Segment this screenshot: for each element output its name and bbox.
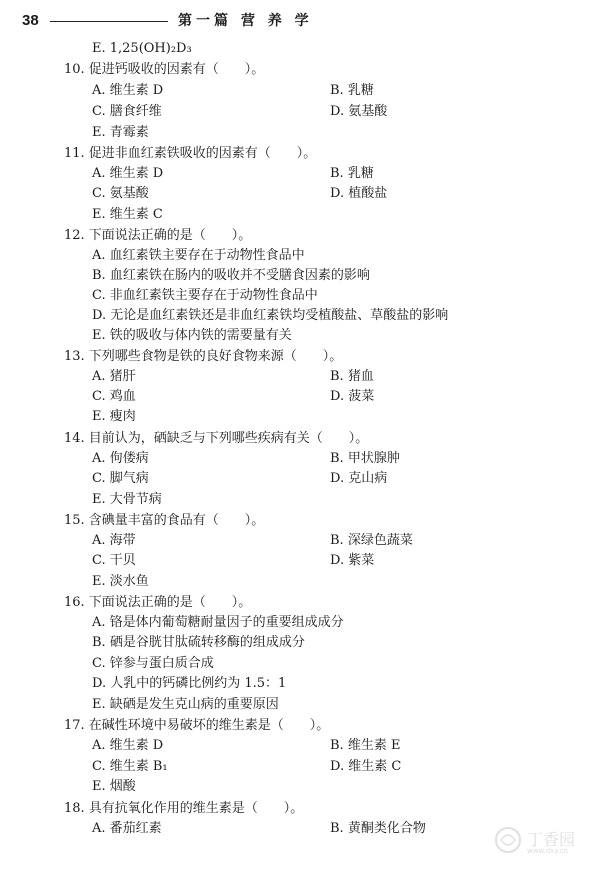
option: E. 大骨节病 [92,492,162,507]
page-header [22,10,582,32]
option: C. 膳食纤维 [92,104,162,119]
option: E. 维生素 C [92,207,163,222]
preface-option: E. 1,25(OH)₂D₃ [92,41,192,56]
question-stem: 11. 促进非血红素铁吸收的因素有（ ）。 [64,146,317,161]
option: A. 番茄红素 [92,821,162,836]
question-stem: 17. 在碱性环境中易破坏的维生素是（ ）。 [64,718,330,733]
chapter-title: 第一篇 营 养 学 [178,13,313,29]
option: B. 血红素铁在肠内的吸收并不受膳食因素的影响 [92,268,370,283]
option: A. 维生素 D [92,166,164,181]
option: D. 无论是血红素铁还是非血红素铁均受植酸盐、草酸盐的影响 [92,308,449,323]
question-stem: 12. 下面说法正确的是（ ）。 [64,228,252,243]
option: E. 烟酸 [92,779,136,794]
question-stem: 18. 具有抗氧化作用的维生素是（ ）。 [64,801,304,816]
watermark [493,821,583,861]
question-stem: 14. 目前认为，硒缺乏与下列哪些疾病有关（ ）。 [64,431,369,446]
option: D. 人乳中的钙磷比例约为 1.5：1 [92,676,287,691]
option: A. 猪肝 [92,369,136,384]
option: D. 紫菜 [330,553,375,568]
option: B. 深绿色蔬菜 [330,533,413,548]
header-rule [50,21,168,22]
option: E. 铁的吸收与体内铁的需要量有关 [92,328,292,343]
option: E. 瘦肉 [92,409,136,424]
option: C. 氨基酸 [92,186,149,201]
option: D. 维生素 C [330,759,402,774]
option: E. 青霉素 [92,125,149,140]
option: A. 海带 [92,533,136,548]
option: C. 干贝 [92,553,136,568]
option: C. 锌参与蛋白质合成 [92,656,214,671]
question-stem: 13. 下列哪些食物是铁的良好食物来源（ ）。 [64,349,343,364]
question-stem: 16. 下面说法正确的是（ ）。 [64,595,252,610]
option: A. 铬是体内葡萄糖耐量因子的重要组成成分 [92,615,344,630]
option: C. 脚气病 [92,471,149,486]
option: C. 维生素 B₁ [92,759,168,774]
option: E. 缺硒是发生克山病的重要原因 [92,697,279,712]
option: B. 乳糖 [330,83,374,98]
option: D. 氨基酸 [330,104,388,119]
option: E. 淡水鱼 [92,574,149,589]
question-stem: 15. 含碘量丰富的食品有（ ）。 [64,513,265,528]
option: B. 乳糖 [330,166,374,181]
watermark-logo-icon [493,825,523,855]
option: A. 血红素铁主要存在于动物性食品中 [92,248,305,263]
option: C. 鸡血 [92,389,136,404]
option: A. 维生素 D [92,83,164,98]
option: B. 硒是谷胱甘肽硫转移酶的组成成分 [92,635,305,650]
option: D. 菠菜 [330,389,375,404]
option: A. 佝偻病 [92,451,149,466]
option: B. 甲状腺肿 [330,451,400,466]
option: B. 黄酮类化合物 [330,821,426,836]
page-number: 38 [22,12,39,29]
question-stem: 10. 促进钙吸收的因素有（ ）。 [64,62,265,77]
watermark-url: www.dxy.cn [527,847,568,855]
option: B. 维生素 E [330,738,401,753]
option: C. 非血红素铁主要存在于动物性食品中 [92,288,318,303]
option: D. 植酸盐 [330,186,388,201]
option: A. 维生素 D [92,738,164,753]
watermark-text: 丁香园 [527,830,576,849]
option: D. 克山病 [330,471,388,486]
option: B. 猪血 [330,369,374,384]
